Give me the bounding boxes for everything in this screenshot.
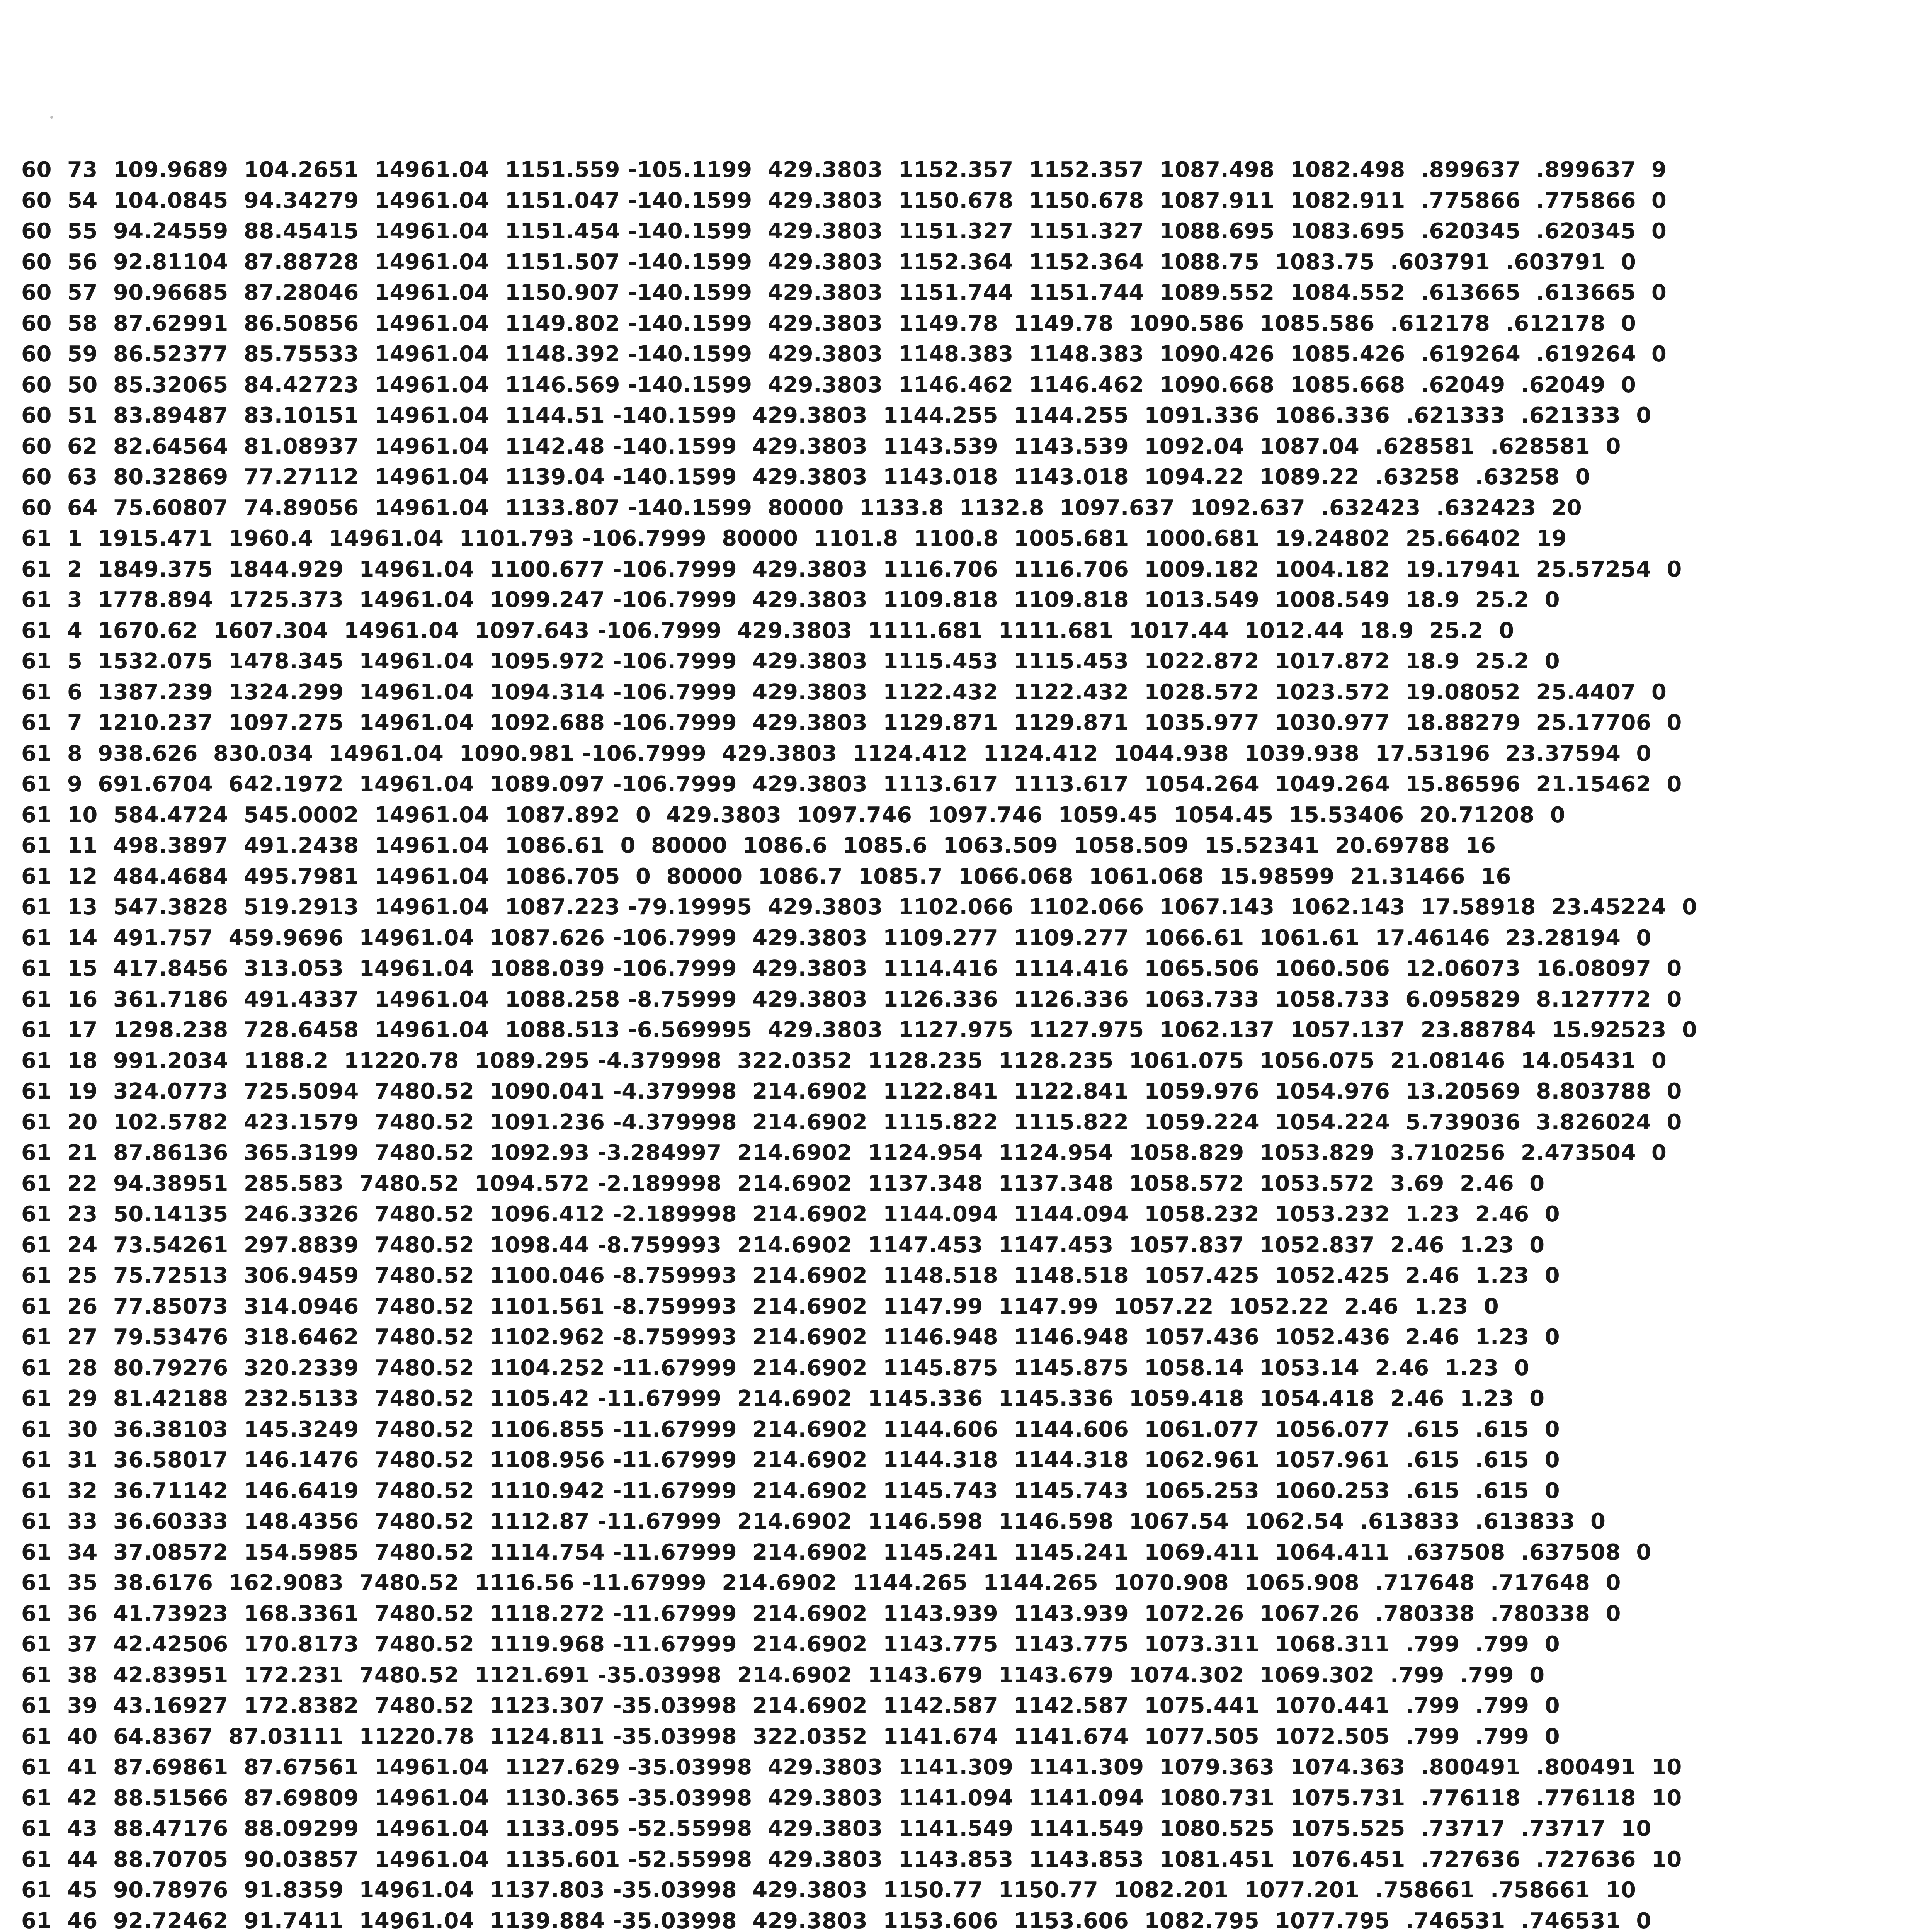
data-row: 61 35 38.6176 162.9083 7480.52 1116.56 -11.67999 214.6902 1144.265 1144.265 1070.908 1065.908 .717648 .717648 0 bbox=[21, 1570, 1621, 1595]
data-row: 61 19 324.0773 725.5094 7480.52 1090.041 -4.379998 214.6902 1122.841 1122.841 1059.976 1054.976 13.20569 8.803788 0 bbox=[21, 1079, 1682, 1104]
data-row: 61 42 88.51566 87.69809 14961.04 1130.365 -35.03998 429.3803 1141.094 1141.094 1080.731 1075.731 .776118 .776118 10 bbox=[21, 1785, 1682, 1811]
data-row: 61 37 42.42506 170.8173 7480.52 1119.968 -11.67999 214.6902 1143.775 1143.775 1073.311 1068.311 .799 .799 0 bbox=[21, 1632, 1560, 1657]
data-row: 61 26 77.85073 314.0946 7480.52 1101.561 -8.759993 214.6902 1147.99 1147.99 1057.22 1052.22 2.46 1.23 0 bbox=[21, 1294, 1499, 1319]
data-row: 61 31 36.58017 146.1476 7480.52 1108.956 -11.67999 214.6902 1144.318 1144.318 1062.961 1057.961 .615 .615 0 bbox=[21, 1447, 1560, 1473]
data-row: 61 20 102.5782 423.1579 7480.52 1091.236 -4.379998 214.6902 1115.822 1115.822 1059.224 1054.224 5.739036 3.826024 0 bbox=[21, 1109, 1682, 1135]
data-row: 61 10 584.4724 545.0002 14961.04 1087.892 0 429.3803 1097.746 1097.746 1059.45 1054.45 15.53406 20.71208 0 bbox=[21, 802, 1566, 828]
data-row: 61 21 87.86136 365.3199 7480.52 1092.93 -3.284997 214.6902 1124.954 1124.954 1058.829 1053.829 3.710256 2.473504 0 bbox=[21, 1140, 1667, 1165]
data-row: 60 73 109.9689 104.2651 14961.04 1151.559 -105.1199 429.3803 1152.357 1152.357 1087.498 1082.498 .899637 .899637 9 bbox=[21, 157, 1667, 182]
data-row: 60 64 75.60807 74.89056 14961.04 1133.807 -140.1599 80000 1133.8 1132.8 1097.637 1092.637 .632423 .632423 20 bbox=[21, 495, 1582, 520]
data-row: 61 2 1849.375 1844.929 14961.04 1100.677 -106.7999 429.3803 1116.706 1116.706 1009.182 1004.182 19.17941 25.57254 0 bbox=[21, 556, 1682, 582]
data-row: 61 46 92.72462 91.7411 14961.04 1139.884 -35.03998 429.3803 1153.606 1153.606 1082.795 1077.795 .746531 .746531 0 bbox=[21, 1908, 1651, 1932]
data-row: 61 12 484.4684 495.7981 14961.04 1086.705 0 80000 1086.7 1085.7 1066.068 1061.068 15.98599 21.31466 16 bbox=[21, 864, 1511, 889]
data-row: 61 32 36.71142 146.6419 7480.52 1110.942 -11.67999 214.6902 1145.743 1145.743 1065.253 1060.253 .615 .615 0 bbox=[21, 1478, 1560, 1503]
data-row: 61 5 1532.075 1478.345 14961.04 1095.972 -106.7999 429.3803 1115.453 1115.453 1022.872 1017.872 18.9 25.2 0 bbox=[21, 649, 1560, 674]
data-row: 61 40 64.8367 87.03111 11220.78 1124.811 -35.03998 322.0352 1141.674 1141.674 1077.505 1072.505 .799 .799 0 bbox=[21, 1724, 1560, 1749]
data-row: 61 30 36.38103 145.3249 7480.52 1106.855 -11.67999 214.6902 1144.606 1144.606 1061.077 1056.077 .615 .615 0 bbox=[21, 1417, 1560, 1442]
data-row: 60 63 80.32869 77.27112 14961.04 1139.04 -140.1599 429.3803 1143.018 1143.018 1094.22 1089.22 .63258 .63258 0 bbox=[21, 464, 1591, 490]
data-row: 60 50 85.32065 84.42723 14961.04 1146.569 -140.1599 429.3803 1146.462 1146.462 1090.668 1085.668 .62049 .62049 0 bbox=[21, 372, 1636, 398]
data-row: 61 11 498.3897 491.2438 14961.04 1086.61 0 80000 1086.6 1085.6 1063.509 1058.509 15.52341 20.69788 16 bbox=[21, 833, 1496, 858]
data-row: 61 17 1298.238 728.6458 14961.04 1088.513 -6.569995 429.3803 1127.975 1127.975 1062.137 1057.137 23.88784 15.92523 0 bbox=[21, 1017, 1697, 1043]
data-row: 61 36 41.73923 168.3361 7480.52 1118.272 -11.67999 214.6902 1143.939 1143.939 1072.26 1067.26 .780338 .780338 0 bbox=[21, 1601, 1621, 1626]
data-row: 61 9 691.6704 642.1972 14961.04 1089.097 -106.7999 429.3803 1113.617 1113.617 1054.264 1049.264 15.86596 21.15462 0 bbox=[21, 772, 1682, 797]
data-row: 61 15 417.8456 313.053 14961.04 1088.039 -106.7999 429.3803 1114.416 1114.416 1065.506 1060.506 12.06073 16.08097 0 bbox=[21, 956, 1682, 981]
data-row: 61 24 73.54261 297.8839 7480.52 1098.44 -8.759993 214.6902 1147.453 1147.453 1057.837 1052.837 2.46 1.23 0 bbox=[21, 1232, 1545, 1258]
data-row: 61 16 361.7186 491.4337 14961.04 1088.258 -8.75999 429.3803 1126.336 1126.336 1063.733 1058.733 6.095829 8.127772 0 bbox=[21, 986, 1682, 1012]
data-row: 61 27 79.53476 318.6462 7480.52 1102.962 -8.759993 214.6902 1146.948 1146.948 1057.436 1052.436 2.46 1.23 0 bbox=[21, 1325, 1560, 1350]
data-row: 61 43 88.47176 88.09299 14961.04 1133.095 -52.55998 429.3803 1141.549 1141.549 1080.525 1075.525 .73717 .73717 10 bbox=[21, 1816, 1651, 1841]
scan-speck bbox=[50, 116, 53, 119]
data-row: 61 14 491.757 459.9696 14961.04 1087.626 -106.7999 429.3803 1109.277 1109.277 1066.61 1061.61 17.46146 23.28194 0 bbox=[21, 925, 1651, 951]
data-row: 61 34 37.08572 154.5985 7480.52 1114.754 -11.67999 214.6902 1145.241 1145.241 1069.411 1064.411 .637508 .637508 0 bbox=[21, 1539, 1651, 1565]
data-row: 61 13 547.3828 519.2913 14961.04 1087.223 -79.19995 429.3803 1102.066 1102.066 1067.143 1062.143 17.58918 23.45224 0 bbox=[21, 895, 1697, 920]
data-row: 61 38 42.83951 172.231 7480.52 1121.691 -35.03998 214.6902 1143.679 1143.679 1074.302 1069.302 .799 .799 0 bbox=[21, 1662, 1545, 1688]
data-row: 60 56 92.81104 87.88728 14961.04 1151.507 -140.1599 429.3803 1152.364 1152.364 1088.75 1083.75 .603791 .603791 0 bbox=[21, 249, 1636, 275]
data-row: 61 39 43.16927 172.8382 7480.52 1123.307 -35.03998 214.6902 1142.587 1142.587 1075.441 1070.441 .799 .799 0 bbox=[21, 1693, 1560, 1718]
data-row: 61 4 1670.62 1607.304 14961.04 1097.643 -106.7999 429.3803 1111.681 1111.681 1017.44 1012.44 18.9 25.2 0 bbox=[21, 618, 1514, 643]
data-row: 61 33 36.60333 148.4356 7480.52 1112.87 -11.67999 214.6902 1146.598 1146.598 1067.54 1062.54 .613833 .613833 0 bbox=[21, 1509, 1606, 1534]
data-row: 61 25 75.72513 306.9459 7480.52 1100.046 -8.759993 214.6902 1148.518 1148.518 1057.425 1052.425 2.46 1.23 0 bbox=[21, 1263, 1560, 1288]
data-row: 61 28 80.79276 320.2339 7480.52 1104.252 -11.67999 214.6902 1145.875 1145.875 1058.14 1053.14 2.46 1.23 0 bbox=[21, 1355, 1530, 1381]
data-row: 61 23 50.14135 246.3326 7480.52 1096.412 -2.189998 214.6902 1144.094 1144.094 1058.232 1053.232 1.23 2.46 0 bbox=[21, 1202, 1560, 1227]
data-row: 60 58 87.62991 86.50856 14961.04 1149.802 -140.1599 429.3803 1149.78 1149.78 1090.586 1085.586 .612178 .612178 0 bbox=[21, 311, 1636, 336]
data-table bbox=[21, 155, 1915, 1932]
data-row: 61 22 94.38951 285.583 7480.52 1094.572 -2.189998 214.6902 1137.348 1137.348 1058.572 1053.572 3.69 2.46 0 bbox=[21, 1171, 1545, 1196]
data-row: 60 62 82.64564 81.08937 14961.04 1142.48 -140.1599 429.3803 1143.539 1143.539 1092.04 1087.04 .628581 .628581 0 bbox=[21, 434, 1621, 459]
data-row: 61 7 1210.237 1097.275 14961.04 1092.688 -106.7999 429.3803 1129.871 1129.871 1035.977 1030.977 18.88279 25.17706 0 bbox=[21, 710, 1682, 735]
data-row: 61 3 1778.894 1725.373 14961.04 1099.247 -106.7999 429.3803 1109.818 1109.818 1013.549 1008.549 18.9 25.2 0 bbox=[21, 587, 1560, 612]
data-row: 61 44 88.70705 90.03857 14961.04 1135.601 -52.55998 429.3803 1143.853 1143.853 1081.451 1076.451 .727636 .727636 10 bbox=[21, 1847, 1682, 1872]
data-row: 61 18 991.2034 1188.2 11220.78 1089.295 -4.379998 322.0352 1128.235 1128.235 1061.075 1056.075 21.08146 14.05431 0 bbox=[21, 1048, 1667, 1073]
data-row: 60 54 104.0845 94.34279 14961.04 1151.047 -140.1599 429.3803 1150.678 1150.678 1087.911 1082.911 .775866 .775866 0 bbox=[21, 188, 1667, 213]
data-row: 60 57 90.96685 87.28046 14961.04 1150.907 -140.1599 429.3803 1151.744 1151.744 1089.552 1084.552 .613665 .613665 0 bbox=[21, 280, 1667, 305]
data-row: 61 8 938.626 830.034 14961.04 1090.981 -106.7999 429.3803 1124.412 1124.412 1044.938 1039.938 17.53196 23.37594 0 bbox=[21, 741, 1651, 766]
data-row: 60 55 94.24559 88.45415 14961.04 1151.454 -140.1599 429.3803 1151.327 1151.327 1088.695 1083.695 .620345 .620345 0 bbox=[21, 219, 1667, 244]
data-row: 61 29 81.42188 232.5133 7480.52 1105.42 -11.67999 214.6902 1145.336 1145.336 1059.418 1054.418 2.46 1.23 0 bbox=[21, 1386, 1545, 1411]
data-row: 61 41 87.69861 87.67561 14961.04 1127.629 -35.03998 429.3803 1141.309 1141.309 1079.363 1074.363 .800491 .800491 10 bbox=[21, 1755, 1682, 1780]
data-row: 60 59 86.52377 85.75533 14961.04 1148.392 -140.1599 429.3803 1148.383 1148.383 1090.426 1085.426 .619264 .619264 0 bbox=[21, 342, 1667, 367]
data-row: 61 1 1915.471 1960.4 14961.04 1101.793 -106.7999 80000 1101.8 1100.8 1005.681 1000.681 19.24802 25.66402 19 bbox=[21, 526, 1567, 551]
data-row: 61 6 1387.239 1324.299 14961.04 1094.314 -106.7999 429.3803 1122.432 1122.432 1028.572 1023.572 19.08052 25.4407 0 bbox=[21, 679, 1667, 705]
data-row: 60 51 83.89487 83.10151 14961.04 1144.51 -140.1599 429.3803 1144.255 1144.255 1091.336 1086.336 .621333 .621333 0 bbox=[21, 403, 1651, 428]
data-row: 61 45 90.78976 91.8359 14961.04 1137.803 -35.03998 429.3803 1150.77 1150.77 1082.201 1077.201 .758661 .758661 10 bbox=[21, 1878, 1636, 1903]
